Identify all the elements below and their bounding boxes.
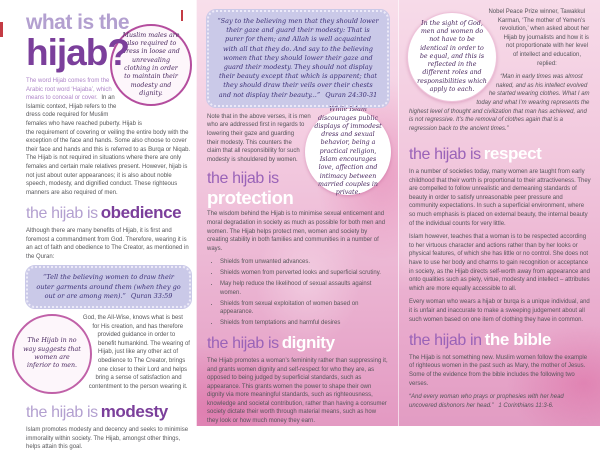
page-title-light: what is the [26,11,130,34]
intro-lead: The word Hijab comes from the Arabic root word ‘Hajaba’, which means to conceal or cover. [26,78,112,102]
god-allwise-text: God, the All-Wise, knows what is best for His creation, and has therefore provided guidance in order to benefit humankind. The wearing of Hijab, just like any other act of obedience to The Creator, brings one closer to their Lord and helps bring a sense of satisfaction and contentment to the person wearing it. [82,315,190,390]
bible-verse-source: 1 Corinthians 11:3-6. [498,402,554,409]
heading-modesty-light: the hijab is [26,404,98,422]
heading-obedience [26,204,191,223]
heading-respect-light: the hijab is [409,146,481,164]
heading-modesty-bold: modesty [100,402,168,422]
protection-bullet: • Shields women from perverted looks and superficial scrutiny. [220,269,389,277]
panel-protection-dignity [196,0,398,426]
god-allwise-paragraph [23,314,191,391]
callout-married-couples [305,106,391,197]
note-text: Note that in the above verses, it is men who are addressed first in regards to lowering their gaze and guarding their modesty. This counters the claim that all responsibility for such modesty is shouldered by women. [207,113,311,163]
protection-bullets [211,258,389,327]
obedience-paragraph: Although there are many benefits of Hijab, it is first and foremost a commandment from God. Therefore, wearing it is an act of faith and obedience to The Creator, as mentioned in the Quran: [26,228,189,260]
bible-verse-text: “And every woman who prays or prophesies with her head uncovered dishonors her head.” [409,394,564,409]
bible-paragraph: The Hijab is not something new. Muslim women follow the example of righteous women in the past such as Mary, the mother of Jesus. Some of the evidence from the bible includes the following two verses. [409,354,588,387]
heading-bible [409,331,591,350]
callout-married-couples-text: While Islam discourages public displays of immodest dress and sexual behavior, being a practical religion, Islam encourages love, affection and intimacy between married couples in private. [314,106,382,197]
quran-quote-24-30-source: Quran 24:30-31 [325,90,378,99]
panel-what-is-hijab [0,0,196,451]
callout-equal-roles [407,12,497,102]
nobel-quote-paragraph: “Man in early times was almost naked, and as his intellect evolved he started wearing clothes. What I am today and what I’m wearing represents the highest level of thought and civilization that man has achieved, and is not regressive. It’s the removal of clothes again that is a regression back to the ancient times.” [409,74,590,132]
heading-modesty [26,403,191,422]
respect-paragraph-3: Every woman who wears a hijab or burqa is a unique individual, and it is unfair and inaccurate to make a sweeping judgement about all such women based on one item of clothing they have in common. [409,299,590,323]
heading-dignity-bold: dignity [281,333,335,353]
protection-bullet: • Shields from sexual exploitation of women based on appearance. [220,300,389,317]
respect-paragraph-1: In a number of societies today, many women are taught from early childhood that their worth is proportional to their attractiveness. They are compelled to follow unrealistic and demeaning standards of beauty in order to satisfy unreasonable peer pressure and community expectations. In such a superficial environment, where so much emphasis is placed on external beauty, the internal beauty of the individual counts for very little. [409,169,591,227]
nobel-intro-paragraph [409,8,591,94]
page-title [26,11,191,74]
page-title-bold: hijab? [26,32,129,74]
heading-respect-bold: respect [483,144,542,164]
bible-verse [409,393,591,410]
nobel-intro-text: Nobel Peace Prize winner, Tawakkul Karman, ‘The mother of Yemen’s revolution,’ when asked about her Hijab by journalists and how it is not proportionate with her level of intellect and education, replied: [488,9,590,67]
panel-respect-bible [398,0,600,426]
protection-bullet: • Shields from temptations and harmful desires [220,319,389,327]
quran-quote-24-30-text: “Say to the believing men that they should lower their gaze and guard their modesty: That is purer for them; and Allah is well acquainted with all that they do. And say to the believing women that they should lower their gaze and guard their modesty. They should not display their beauty except that which is apparent; that they should draw their veils over their chests and not display their beauty...” [217,17,379,99]
heading-bible-bold: the bible [484,330,551,350]
heading-respect [409,145,591,164]
protection-bullet: • Shields from unwanted advances. [220,258,389,266]
quran-quote-33-59-text: “Tell the believing women to draw their outer garments around them (when they go out or are among men).” [36,273,181,300]
intro-rest: In an Islamic context, Hijab refers to the dress code required for Muslim females who have reached puberty. Hijab is the requirement of covering or veiling the entire body with the exception of the face and hands. Some also choose to cover their face and hands and this is referred to as Burqa or Niqab. The Hijab is not required in situations where there are only females and certain male relatives present. However, hijab is not just about outer appearances; it is also about noble speech, modesty, and dignified conduct. These righteous manners are also required of men. [26,95,191,196]
protection-paragraph: The wisdom behind the Hijab is to minimise sexual enticement and moral degradation in society as much as possible for both men and women. The Hijab helps protect men, women and society by creating stability in both families and communities in a number of ways. [207,211,386,252]
callout-equal-roles-text: In the sight of God, men and women do not have to be identical in order to be equal, and this is reflected in the different roles and responsibilities which apply to each. [417,19,487,94]
callout-not-inferior-text: The Hijab in no way suggests that women are inferior to men. [23,337,81,370]
quran-quote-33-59 [26,266,191,308]
heading-protection-bold: protection [207,186,294,208]
heading-bible-light: the hijab in [409,332,482,350]
modesty-paragraph: Islam promotes modesty and decency and seeks to minimise immorality within society. The Hijab, amongst other things, helps attain this goal. [26,427,189,451]
quran-quote-24-30 [207,10,389,107]
protection-bullet: • May help reduce the likelihood of sexual assaults against women. [220,280,389,297]
heading-obedience-light: the hijab is [26,205,98,223]
heading-obedience-bold: obedience [100,203,182,223]
quran-quote-33-59-source: Quran 33:59 [130,291,173,300]
callout-not-inferior [12,314,92,394]
callout-muslim-males-text: Muslim males are also required to dress in loose and unrevealing clothing in order to maintain their modesty and dignity. [122,31,180,97]
dignity-paragraph: The Hijab promotes a woman’s femininity rather than suppressing it, and grants women dignity and self-respect for who they are, as opposed to being judged by superficial standards, such as appearance. This grants women the power to shape their own dignity via more meaningful standards, such as righteousness, knowledge and societal contribution, rather than having a consumer society dictate their worth through material means, such as how they look or how much money they earn. [207,357,388,425]
heading-dignity [207,334,389,353]
photo-edge-artifact [0,22,3,37]
heading-dignity-light: the hijab is [207,335,279,353]
respect-paragraph-2: Islam however, teaches that a woman is to be respected according to her virtuous character and actions rather than by her looks or physical features, of which she has little or no control. She does not have to use her body and charms to gain recognition or acceptance in society, as the Hijab directs self-worth away from appearance and onto qualities such as piety, virtue, modesty and intellect – attributes which are more equally accessible to all. [409,234,590,292]
heading-protection-light: the hijab is [207,170,279,188]
